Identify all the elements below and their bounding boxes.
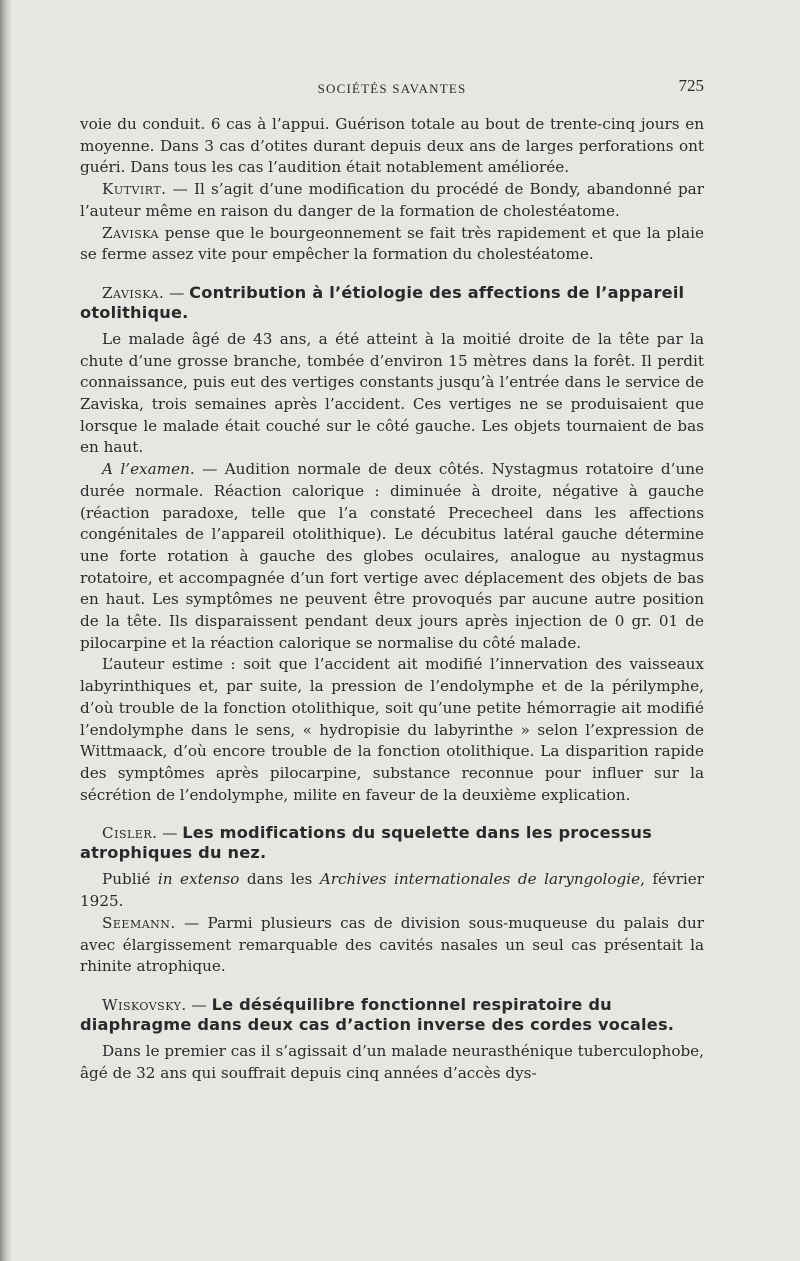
paragraph-continuation: voie du conduit. 6 cas à l’appui. Guérison totale au bout de trente-cinq jours en moyenne. Dans 3 cas d’otites durant depuis deux ans de larges perforations ont guéri. Dans tous les cas l’audition était notablement améliorée. [80, 115, 704, 177]
italic-phrase: in extenso [157, 870, 240, 889]
paragraph-text: Publié [102, 870, 158, 889]
book-page [80, 70, 704, 1084]
section-heading-wiskovsky [80, 995, 704, 1035]
section-heading-zaviska [80, 283, 704, 323]
heading-dash: — [186, 995, 212, 1014]
section-title: Le déséquilibre fonctionnel respiratoire du diaphragme dans deux cas d’action inverse des cordes vocales. [80, 994, 675, 1034]
heading-dash: — [157, 824, 183, 843]
paragraph-seemann [80, 913, 704, 978]
paragraph-text: — Il s’agit d’une modification du procédé de Bondy, abandonné par l’auteur même en raison du danger de la formation de cholestéatome. [80, 180, 704, 220]
running-header-title: SOCIÉTÉS SAVANTES [317, 81, 467, 96]
running-header [80, 70, 704, 96]
author-name: Cisler. [102, 824, 158, 843]
paragraph-examen [80, 459, 704, 654]
paragraph-first-case: Dans le premier cas il s’agissait d’un malade neurasthénique tuberculophobe, âgé de 32 ans qui souffrait depuis cinq années d’accès dys- [80, 1041, 704, 1082]
section-title: Les modifications du squelette dans les processus atrophiques du nez. [80, 823, 652, 863]
heading-dash: — [164, 283, 190, 302]
journal-title: Archives internationales de laryngologie [319, 870, 641, 889]
paragraph-text: dans les [239, 870, 320, 889]
paragraph-text: — Audition normale de deux côtés. Nystagmus rotatoire d’une durée normale. Réaction calorique : diminuée à droite, négative à gauche (réaction paradoxe, telle que l’a constaté Prececheel dans les affections congénitales de l’appareil otolithique). Le décubitus latéral gauche détermine une forte rotation à gauche des globes oculaires, analogue au nystagmus rotatoire, et accompagnée d’un fort vertige avec déplacement des objets de bas en haut. Les symptômes ne peuvent être provoqués par aucune autre position de la tête. Ils disparaissent pendant deux jours après injection de 0 gr. 01 de pilocarpine et la réaction calorique se normalise du côté malade. [80, 460, 705, 652]
paragraph-text: pense que le bourgeonnement se fait très rapidement et que la plaie se ferme assez vite pour empêcher la formation du cholestéatome. [80, 223, 704, 264]
paragraph-kutvirt [80, 179, 704, 222]
paragraph-text: — Parmi plusieurs cas de division sous-muqueuse du palais dur avec élargissement remarquable des cavités nasales un seul cas présentait la rhinite atrophique. [80, 913, 704, 976]
section-title: Contribution à l’étiologie des affections de l’appareil otolithique. [80, 282, 685, 322]
author-name: Zaviska. [102, 283, 165, 302]
paragraph-case: Le malade âgé de 43 ans, a été atteint à la moitié droite de la tête par la chute d’une grosse branche, tombée d’environ 15 mètres dans la forêt. Il perdit connaissance, puis eut des vertiges constants jusqu’à l’entrée dans le service de Zaviska, trois semaines après l’accident. Ces vertiges ne se produisaient que lorsque le malade était couché sur le côté gauche. Les objets tournaient de bas en haut. [80, 329, 704, 457]
scan-binding-edge [0, 0, 12, 1261]
author-name: Wiskovsky. [102, 995, 187, 1014]
page-number: 725 [678, 76, 704, 95]
italic-lead: A l’examen. [102, 460, 195, 479]
section-heading-cisler [80, 823, 704, 863]
paragraph-zaviska-remark [80, 223, 704, 266]
paragraph-text: , février 1925. [80, 870, 704, 911]
paragraph-conclusion: L’auteur estime : soit que l’accident ait modifié l’innervation des vaisseaux labyrinthiques et, par suite, la pression de l’endolymphe et de la périlymphe, d’où trouble de la fonction otolithique, soit qu’une petite hémorragie ait modifié l’endolymphe dans le sens, « hydropisie du labyrinthe » selon l’expression de Wittmaack, d’où encore trouble de la fonction otolithique. La disparition rapide des symptômes après pilocarpine, substance reconnue pour influer sur la sécrétion de l’endolymphe, milite en faveur de la deuxième explication. [80, 655, 704, 804]
paragraph-publication [80, 869, 704, 912]
author-name: Seemann. [102, 913, 176, 932]
author-name: Zaviska [102, 223, 159, 242]
author-name: Kutvirt. [102, 180, 167, 199]
